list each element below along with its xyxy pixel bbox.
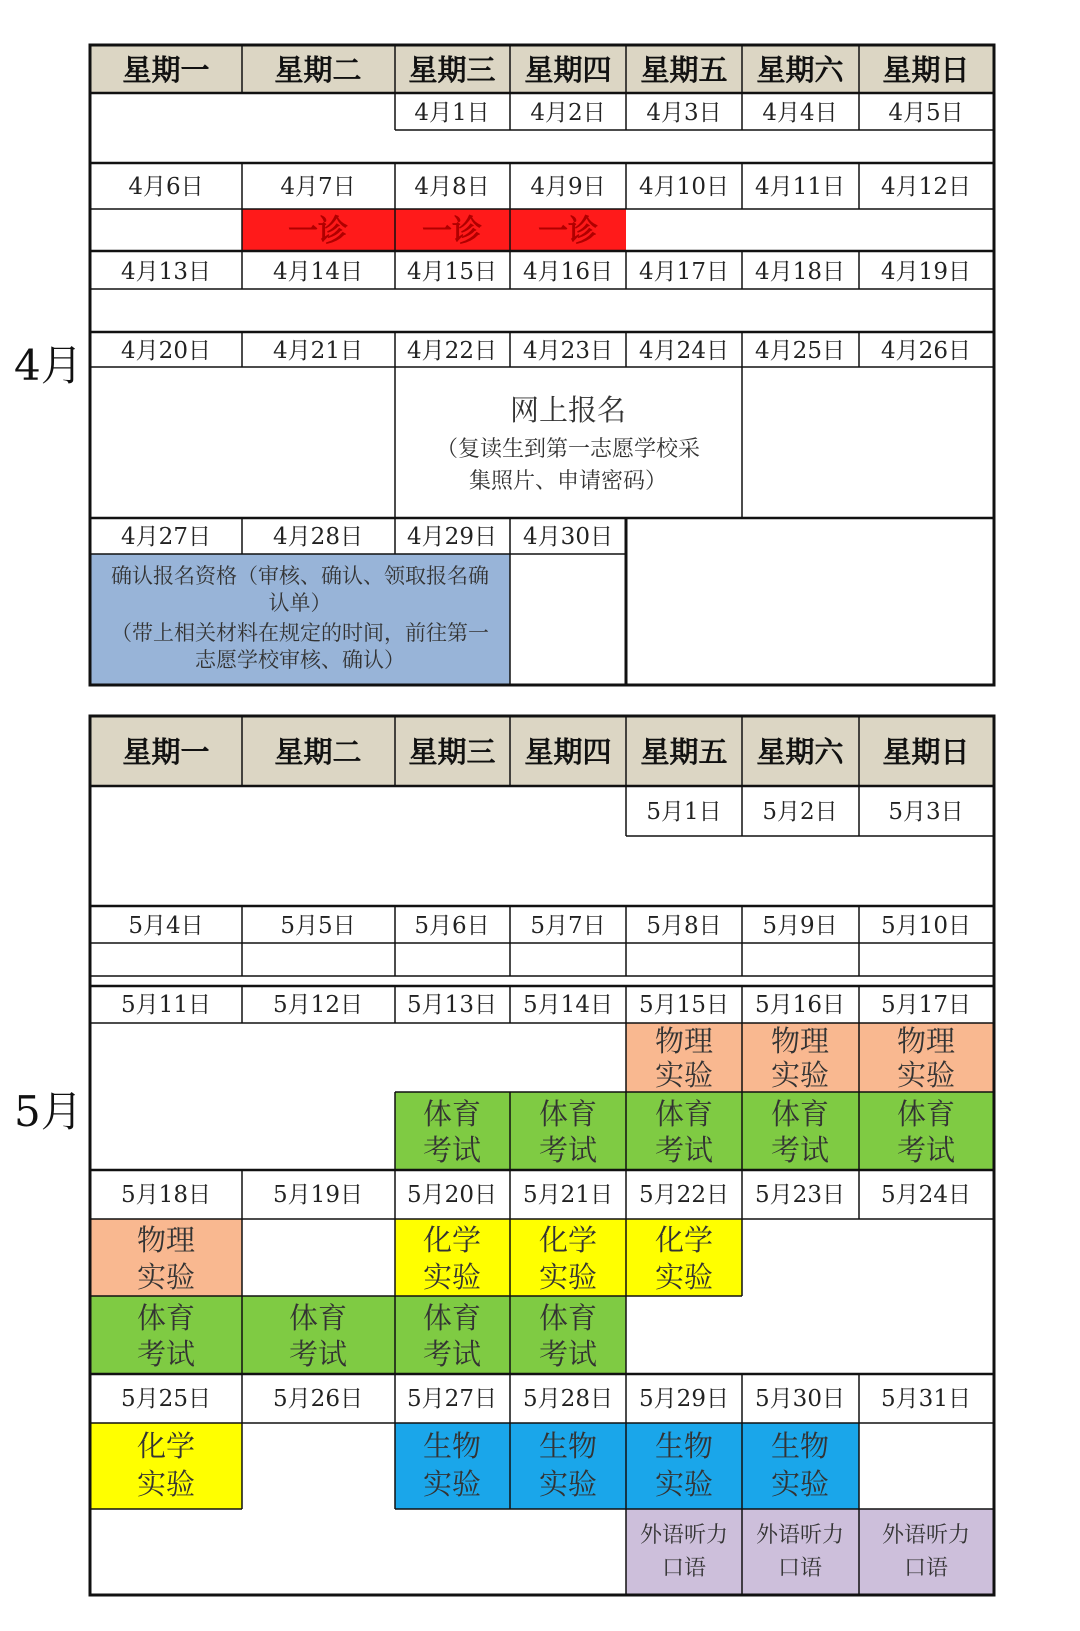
date-label: 4月13日 xyxy=(121,259,211,285)
pe-label: 体育 xyxy=(422,1097,482,1131)
exam-label: 一诊 xyxy=(538,214,598,249)
date-label: 5月3日 xyxy=(888,799,964,825)
date-label: 4月14日 xyxy=(273,259,363,285)
date-label: 4月1日 xyxy=(414,100,490,126)
date-label: 4月27日 xyxy=(121,524,211,550)
date-label: 5月5日 xyxy=(280,913,356,939)
pe-label: 考试 xyxy=(770,1133,830,1167)
language-cell xyxy=(742,1509,859,1595)
date-label: 5月4日 xyxy=(128,913,204,939)
chemistry-label: 化学 xyxy=(136,1429,196,1463)
weekday-label: 星期六 xyxy=(756,53,844,87)
date-label: 5月6日 xyxy=(414,913,490,939)
date-label: 5月26日 xyxy=(273,1386,363,1412)
date-label: 4月10日 xyxy=(639,174,729,200)
date-label: 4月3日 xyxy=(646,100,722,126)
weekday-label: 星期日 xyxy=(882,53,970,87)
date-label: 5月29日 xyxy=(639,1386,729,1412)
language-label: 外语听力 xyxy=(755,1523,845,1548)
pe-label: 考试 xyxy=(422,1337,482,1371)
april-exam-labels xyxy=(288,214,598,249)
date-label: 5月7日 xyxy=(530,913,606,939)
date-label: 4月24日 xyxy=(639,338,729,364)
date-label: 4月8日 xyxy=(414,174,490,200)
date-label: 4月30日 xyxy=(523,524,613,550)
may-calendar xyxy=(14,716,994,1595)
language-label: 口语 xyxy=(661,1556,707,1581)
pe-label: 考试 xyxy=(422,1133,482,1167)
date-label: 5月25日 xyxy=(121,1386,211,1412)
date-label: 4月16日 xyxy=(523,259,613,285)
physics-label: 实验 xyxy=(896,1058,956,1092)
chemistry-label: 化学 xyxy=(654,1223,714,1257)
biology-label: 实验 xyxy=(422,1467,482,1501)
date-label: 5月12日 xyxy=(273,992,363,1018)
physics-label: 实验 xyxy=(770,1058,830,1092)
date-label: 5月23日 xyxy=(755,1182,845,1208)
date-label: 4月26日 xyxy=(881,338,971,364)
chemistry-label: 实验 xyxy=(538,1260,598,1294)
weekday-label: 星期三 xyxy=(408,53,496,87)
date-label: 5月17日 xyxy=(881,992,971,1018)
weekday-label: 星期日 xyxy=(882,735,970,769)
date-label: 4月4日 xyxy=(762,100,838,126)
language-label: 口语 xyxy=(777,1556,823,1581)
date-label: 5月1日 xyxy=(646,799,722,825)
may-month-label: 5月 xyxy=(14,1087,83,1136)
pe-label: 体育 xyxy=(136,1301,196,1335)
pe-label: 体育 xyxy=(288,1301,348,1335)
april-calendar xyxy=(14,45,994,685)
biology-label: 生物 xyxy=(654,1429,714,1463)
exam-label: 一诊 xyxy=(288,214,348,249)
weekday-label: 星期五 xyxy=(640,53,728,87)
pe-label: 考试 xyxy=(896,1133,956,1167)
language-label: 口语 xyxy=(903,1556,949,1581)
date-label: 4月28日 xyxy=(273,524,363,550)
online-reg-line: （复读生到第一志愿学校采 xyxy=(435,437,701,462)
date-label: 4月18日 xyxy=(755,259,845,285)
date-label: 5月21日 xyxy=(523,1182,613,1208)
date-label: 5月9日 xyxy=(762,913,838,939)
date-label: 4月7日 xyxy=(280,174,356,200)
date-label: 5月15日 xyxy=(639,992,729,1018)
date-label: 4月20日 xyxy=(121,338,211,364)
exam-label: 一诊 xyxy=(422,214,482,249)
biology-label: 实验 xyxy=(770,1467,830,1501)
pe-label: 体育 xyxy=(770,1097,830,1131)
date-label: 4月6日 xyxy=(128,174,204,200)
biology-label: 生物 xyxy=(538,1429,598,1463)
chemistry-label: 实验 xyxy=(422,1260,482,1294)
pe-label: 体育 xyxy=(422,1301,482,1335)
date-label: 4月9日 xyxy=(530,174,606,200)
pe-label: 考试 xyxy=(654,1133,714,1167)
date-label: 5月14日 xyxy=(523,992,613,1018)
weekday-label: 星期一 xyxy=(122,53,210,87)
date-label: 5月30日 xyxy=(755,1386,845,1412)
confirm-line: 认单） xyxy=(268,591,332,615)
weekday-label: 星期五 xyxy=(640,735,728,769)
date-label: 5月2日 xyxy=(762,799,838,825)
weekday-label: 星期三 xyxy=(408,735,496,769)
weekday-label: 星期四 xyxy=(524,735,612,769)
date-label: 5月8日 xyxy=(646,913,722,939)
physics-label: 物理 xyxy=(896,1024,956,1058)
date-label: 4月23日 xyxy=(523,338,613,364)
date-label: 5月20日 xyxy=(407,1182,497,1208)
date-label: 5月13日 xyxy=(407,992,497,1018)
date-label: 5月28日 xyxy=(523,1386,613,1412)
language-label: 外语听力 xyxy=(881,1523,971,1548)
pe-label: 体育 xyxy=(538,1097,598,1131)
online-reg-title: 网上报名 xyxy=(509,393,627,427)
physics-label: 物理 xyxy=(770,1024,830,1058)
date-label: 4月17日 xyxy=(639,259,729,285)
biology-label: 生物 xyxy=(422,1429,482,1463)
weekday-label: 星期二 xyxy=(274,735,362,769)
physics-label: 物理 xyxy=(654,1024,714,1058)
date-label: 5月27日 xyxy=(407,1386,497,1412)
chemistry-label: 化学 xyxy=(538,1223,598,1257)
biology-label: 实验 xyxy=(654,1467,714,1501)
biology-label: 生物 xyxy=(770,1429,830,1463)
date-label: 5月31日 xyxy=(881,1386,971,1412)
weekday-label: 星期二 xyxy=(274,53,362,87)
date-label: 4月12日 xyxy=(881,174,971,200)
online-reg-line: 集照片、申请密码） xyxy=(468,469,668,494)
date-label: 5月16日 xyxy=(755,992,845,1018)
date-label: 5月18日 xyxy=(121,1182,211,1208)
biology-label: 实验 xyxy=(538,1467,598,1501)
confirm-line: 志愿学校审核、确认） xyxy=(195,648,405,672)
physics-label: 实验 xyxy=(136,1260,196,1294)
april-month-label: 4月 xyxy=(14,341,83,390)
pe-label: 考试 xyxy=(538,1337,598,1371)
pe-label: 考试 xyxy=(538,1133,598,1167)
online-registration-note xyxy=(436,393,700,494)
date-label: 4月11日 xyxy=(755,174,845,200)
date-label: 5月11日 xyxy=(121,992,211,1018)
date-label: 4月29日 xyxy=(407,524,497,550)
confirm-line: （带上相关材料在规定的时间，前往第一 xyxy=(111,621,489,645)
date-label: 5月24日 xyxy=(881,1182,971,1208)
weekday-label: 星期六 xyxy=(756,735,844,769)
date-label: 4月22日 xyxy=(407,338,497,364)
date-label: 4月25日 xyxy=(755,338,845,364)
date-label: 5月10日 xyxy=(881,913,971,939)
language-cell xyxy=(859,1509,994,1595)
weekday-label: 星期四 xyxy=(524,53,612,87)
date-label: 5月22日 xyxy=(639,1182,729,1208)
pe-label: 体育 xyxy=(896,1097,956,1131)
language-cell xyxy=(626,1509,742,1595)
pe-label: 体育 xyxy=(654,1097,714,1131)
language-label: 外语听力 xyxy=(639,1523,729,1548)
date-label: 4月2日 xyxy=(530,100,606,126)
chemistry-label: 实验 xyxy=(136,1467,196,1501)
chemistry-label: 实验 xyxy=(654,1260,714,1294)
date-label: 4月21日 xyxy=(273,338,363,364)
pe-label: 考试 xyxy=(136,1337,196,1371)
date-label: 4月15日 xyxy=(407,259,497,285)
weekday-label: 星期一 xyxy=(122,735,210,769)
pe-label: 体育 xyxy=(538,1301,598,1335)
physics-label: 物理 xyxy=(136,1223,196,1257)
date-label: 4月5日 xyxy=(888,100,964,126)
chemistry-label: 化学 xyxy=(422,1223,482,1257)
pe-label: 考试 xyxy=(288,1337,348,1371)
physics-label: 实验 xyxy=(654,1058,714,1092)
confirm-line: 确认报名资格（审核、确认、领取报名确 xyxy=(111,564,489,588)
date-label: 4月19日 xyxy=(881,259,971,285)
date-label: 5月19日 xyxy=(273,1182,363,1208)
